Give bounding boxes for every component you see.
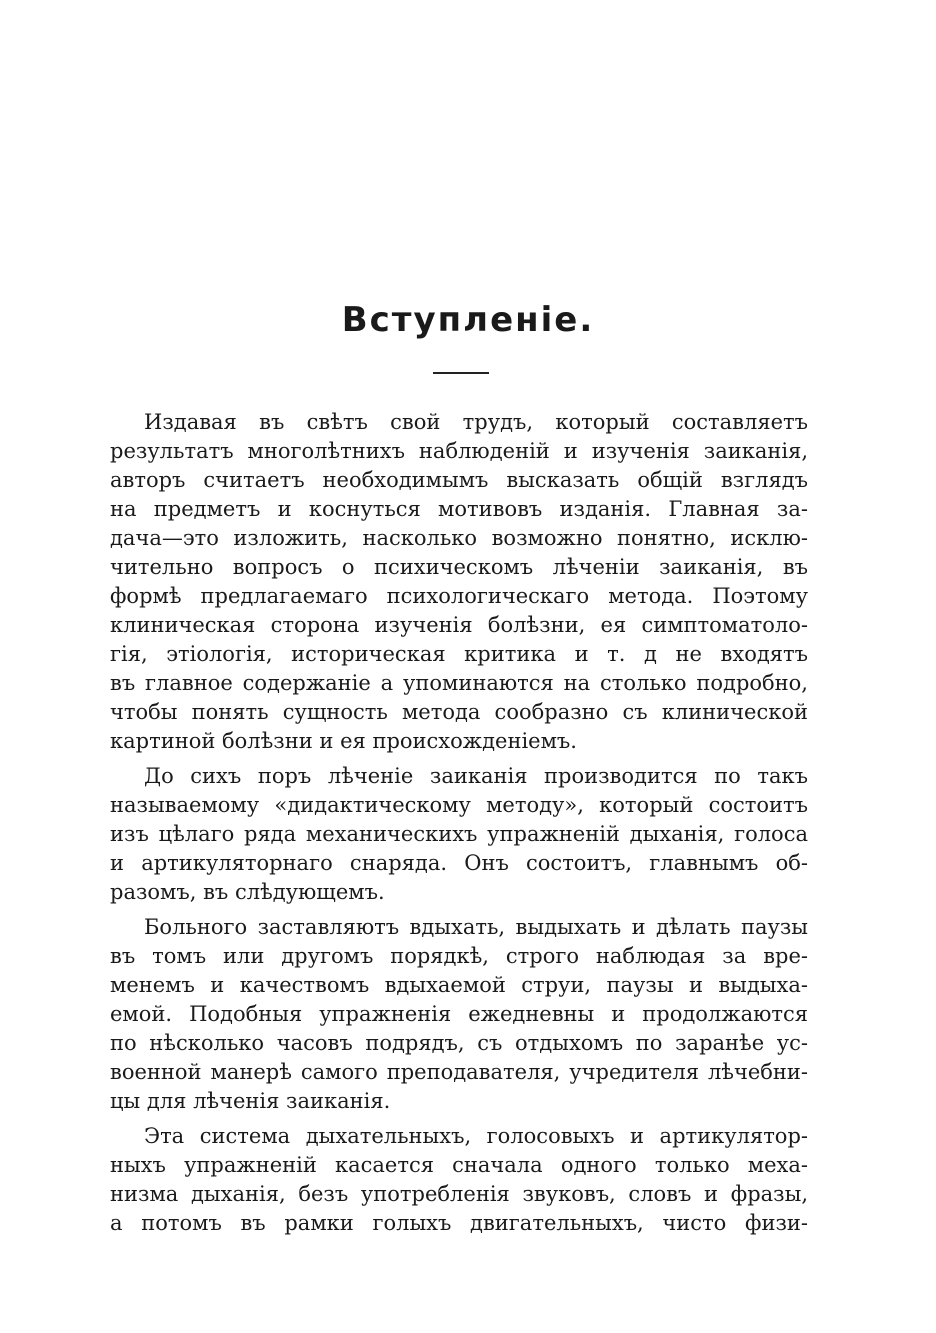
text-line: результатъ многолѣтнихъ наблюденій и изученія заиканія, — [110, 439, 808, 463]
text-line: а потомъ въ рамки голыхъ двигательныхъ, чисто физи- — [110, 1211, 808, 1235]
text-line: изъ цѣлаго ряда механическихъ упражненій дыханія, голоса — [110, 822, 808, 846]
text-line: и артикуляторнаго снаряда. Онъ состоитъ, главнымъ об- — [110, 851, 808, 875]
paragraph-4 — [110, 1122, 808, 1238]
text-line: называемому «дидактическому методу», который состоитъ — [110, 793, 808, 817]
text-line: цы для лѣченія заиканія. — [110, 1089, 391, 1113]
text-line: Больного заставляютъ вдыхать, выдыхать и дѣлать паузы — [144, 915, 808, 939]
text-line: въ томъ или другомъ порядкѣ, строго наблюдая за вре- — [110, 944, 808, 968]
paragraph-2 — [110, 762, 808, 907]
text-line: разомъ, въ слѣдующемъ. — [110, 880, 385, 904]
text-line: менемъ и качествомъ вдыхаемой струи, паузы и выдыха- — [110, 973, 808, 997]
text-line: формѣ предлагаемаго психологическаго метода. Поэтому — [110, 584, 808, 608]
text-line: дача—это изложить, насколько возможно понятно, исклю- — [110, 526, 808, 550]
text-line: въ главное содержаніе а упоминаются на столько подробно, — [110, 671, 808, 695]
text-line: клиническая сторона изученія болѣзни, ея симптоматоло- — [110, 613, 808, 637]
chapter-heading: Вступленіе. — [341, 300, 595, 340]
heading-divider — [433, 372, 489, 374]
body-text — [110, 408, 808, 1244]
text-line: емой. Подобныя упражненія ежедневны и продолжаются — [110, 1002, 808, 1026]
text-line: Эта система дыхательныхъ, голосовыхъ и артикулятор- — [144, 1124, 808, 1148]
text-line: До сихъ поръ лѣченіе заиканія производится по такъ — [144, 764, 808, 788]
paragraph-1 — [110, 408, 808, 756]
text-line: военной манерѣ самого преподавателя, учредителя лѣчебни- — [110, 1060, 808, 1084]
paragraph-3 — [110, 913, 808, 1116]
text-line: чтобы понять сущность метода сообразно съ клинической — [110, 700, 808, 724]
text-line: авторъ считаетъ необходимымъ высказать общій взглядъ — [110, 468, 808, 492]
text-line: на предметъ и коснуться мотивовъ изданія. Главная за- — [110, 497, 808, 521]
text-line: гія, этіологія, историческая критика и т. д не входятъ — [110, 642, 808, 666]
text-line: картиной болѣзни и ея происхожденіемъ. — [110, 729, 577, 753]
text-line: чительно вопросъ о психическомъ лѣченіи заиканія, въ — [110, 555, 808, 579]
text-line: низма дыханія, безъ употребленія звуковъ, словъ и фразы, — [110, 1182, 808, 1206]
text-line: Издавая въ свѣтъ свой трудъ, который составляетъ — [144, 410, 808, 434]
text-line: по нѣсколько часовъ подрядъ, съ отдыхомъ по заранѣе ус- — [110, 1031, 808, 1055]
text-line: ныхъ упражненій касается сначала одного только меха- — [110, 1153, 808, 1177]
